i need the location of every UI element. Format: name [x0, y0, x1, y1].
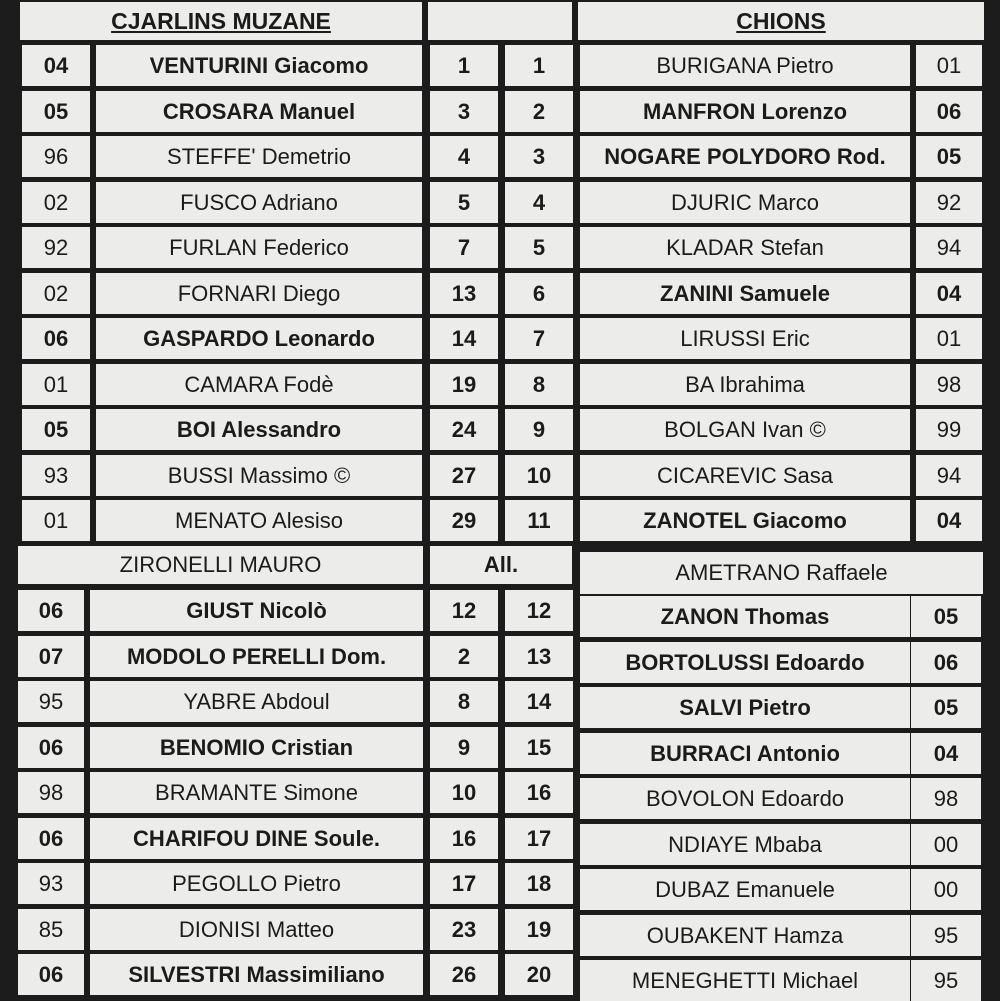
home-player-name: GIUST Nicolò [90, 590, 423, 631]
away-player-year: 01 [916, 45, 982, 86]
away-player-year: 95 [911, 960, 981, 1001]
away-shirt-number: 14 [505, 681, 573, 722]
home-player-name: GASPARDO Leonardo [96, 318, 422, 359]
away-player-year: 04 [916, 273, 982, 314]
away-shirt-number: 11 [505, 500, 573, 541]
away-player-name: BURRACI Antonio [580, 733, 910, 774]
away-shirt-number: 16 [505, 772, 573, 813]
home-shirt-number: 12 [430, 590, 498, 631]
home-player-name: CAMARA Fodè [96, 364, 422, 405]
away-shirt-number: 8 [505, 364, 573, 405]
home-player-year: 05 [22, 409, 90, 450]
home-player-name: BENOMIO Cristian [90, 727, 423, 768]
away-shirt-number: 4 [505, 182, 573, 223]
home-player-year: 93 [22, 455, 90, 496]
home-player-year: 06 [18, 818, 84, 859]
home-shirt-number: 5 [430, 182, 498, 223]
away-player-name: BOVOLON Edoardo [580, 778, 910, 819]
home-player-year: 06 [22, 318, 90, 359]
home-shirt-number: 17 [430, 863, 498, 904]
home-shirt-number: 19 [430, 364, 498, 405]
away-player-name: ZANOTEL Giacomo [580, 500, 910, 541]
home-player-name: SILVESTRI Massimiliano [90, 954, 423, 995]
home-shirt-number: 23 [430, 909, 498, 950]
home-player-name: BRAMANTE Simone [90, 772, 423, 813]
away-player-name: LIRUSSI Eric [580, 318, 910, 359]
home-shirt-number: 10 [430, 772, 498, 813]
away-player-name: CICAREVIC Sasa [580, 455, 910, 496]
away-player-name: BORTOLUSSI Edoardo [580, 642, 910, 683]
away-shirt-number: 1 [505, 45, 573, 86]
away-player-year: 05 [911, 596, 981, 637]
home-player-name: MODOLO PERELLI Dom. [90, 636, 423, 677]
away-shirt-number: 15 [505, 727, 573, 768]
home-shirt-number: 7 [430, 227, 498, 268]
away-shirt-number: 18 [505, 863, 573, 904]
away-player-year: 05 [911, 687, 981, 728]
home-shirt-number: 13 [430, 273, 498, 314]
home-shirt-number: 1 [430, 45, 498, 86]
away-shirt-number: 5 [505, 227, 573, 268]
home-player-year: 93 [18, 863, 84, 904]
home-player-year: 06 [18, 727, 84, 768]
away-player-name: ZANON Thomas [580, 596, 910, 637]
away-player-name: MENEGHETTI Michael [580, 960, 910, 1001]
away-player-name: MANFRON Lorenzo [580, 91, 910, 132]
away-player-year: 00 [911, 824, 981, 865]
away-player-name: NOGARE POLYDORO Rod. [580, 136, 910, 177]
away-player-name: SALVI Pietro [580, 687, 910, 728]
home-player-name: STEFFE' Demetrio [96, 136, 422, 177]
home-player-year: 02 [22, 182, 90, 223]
home-player-name: CHARIFOU DINE Soule. [90, 818, 423, 859]
home-player-name: BUSSI Massimo © [96, 455, 422, 496]
away-player-name: DUBAZ Emanuele [580, 869, 910, 910]
away-player-year: 94 [916, 455, 982, 496]
home-player-year: 06 [18, 954, 84, 995]
away-player-year: 01 [916, 318, 982, 359]
away-player-year: 98 [916, 364, 982, 405]
away-player-name: BA Ibrahima [580, 364, 910, 405]
home-player-name: CROSARA Manuel [96, 91, 422, 132]
home-shirt-number: 3 [430, 91, 498, 132]
away-shirt-number: 2 [505, 91, 573, 132]
away-player-year: 04 [916, 500, 982, 541]
home-player-name: YABRE Abdoul [90, 681, 423, 722]
away-team-name: CHIONS [578, 2, 984, 40]
home-player-year: 01 [22, 500, 90, 541]
away-player-name: BOLGAN Ivan © [580, 409, 910, 450]
away-player-name: KLADAR Stefan [580, 227, 910, 268]
away-coach: AMETRANO Raffaele [580, 552, 983, 594]
home-team-name: CJARLINS MUZANE [20, 2, 422, 40]
away-player-year: 95 [911, 915, 981, 956]
away-player-year: 06 [911, 642, 981, 683]
home-shirt-number: 16 [430, 818, 498, 859]
away-shirt-number: 17 [505, 818, 573, 859]
away-shirt-number: 9 [505, 409, 573, 450]
away-shirt-number: 12 [505, 590, 573, 631]
away-player-year: 00 [911, 869, 981, 910]
away-player-name: BURIGANA Pietro [580, 45, 910, 86]
home-player-year: 96 [22, 136, 90, 177]
away-player-year: 98 [911, 778, 981, 819]
away-shirt-number: 20 [505, 954, 573, 995]
away-player-year: 06 [916, 91, 982, 132]
away-shirt-number: 19 [505, 909, 573, 950]
away-player-year: 04 [911, 733, 981, 774]
home-shirt-number: 8 [430, 681, 498, 722]
away-player-name: DJURIC Marco [580, 182, 910, 223]
home-player-year: 04 [22, 45, 90, 86]
away-player-year: 94 [916, 227, 982, 268]
away-shirt-number: 10 [505, 455, 573, 496]
away-shirt-number: 13 [505, 636, 573, 677]
home-player-year: 02 [22, 273, 90, 314]
home-player-year: 05 [22, 91, 90, 132]
home-shirt-number: 26 [430, 954, 498, 995]
home-player-year: 98 [18, 772, 84, 813]
home-player-year: 06 [18, 590, 84, 631]
away-player-name: ZANINI Samuele [580, 273, 910, 314]
header-spacer [428, 2, 572, 40]
away-player-name: OUBAKENT Hamza [580, 915, 910, 956]
home-shirt-number: 2 [430, 636, 498, 677]
home-player-name: PEGOLLO Pietro [90, 863, 423, 904]
home-coach: ZIRONELLI MAURO [18, 546, 423, 584]
home-player-name: VENTURINI Giacomo [96, 45, 422, 86]
home-player-year: 01 [22, 364, 90, 405]
away-player-year: 99 [916, 409, 982, 450]
coach-label: All. [430, 546, 572, 584]
home-player-year: 95 [18, 681, 84, 722]
home-player-year: 07 [18, 636, 84, 677]
home-player-name: BOI Alessandro [96, 409, 422, 450]
away-player-year: 92 [916, 182, 982, 223]
home-player-name: DIONISI Matteo [90, 909, 423, 950]
home-player-name: FORNARI Diego [96, 273, 422, 314]
home-player-year: 92 [22, 227, 90, 268]
home-player-name: MENATO Alesiso [96, 500, 422, 541]
home-shirt-number: 27 [430, 455, 498, 496]
away-shirt-number: 6 [505, 273, 573, 314]
away-player-name: NDIAYE Mbaba [580, 824, 910, 865]
home-shirt-number: 29 [430, 500, 498, 541]
away-player-year: 05 [916, 136, 982, 177]
home-shirt-number: 9 [430, 727, 498, 768]
home-player-name: FURLAN Federico [96, 227, 422, 268]
away-shirt-number: 7 [505, 318, 573, 359]
home-player-name: FUSCO Adriano [96, 182, 422, 223]
home-shirt-number: 14 [430, 318, 498, 359]
home-shirt-number: 4 [430, 136, 498, 177]
home-shirt-number: 24 [430, 409, 498, 450]
home-player-year: 85 [18, 909, 84, 950]
away-shirt-number: 3 [505, 136, 573, 177]
